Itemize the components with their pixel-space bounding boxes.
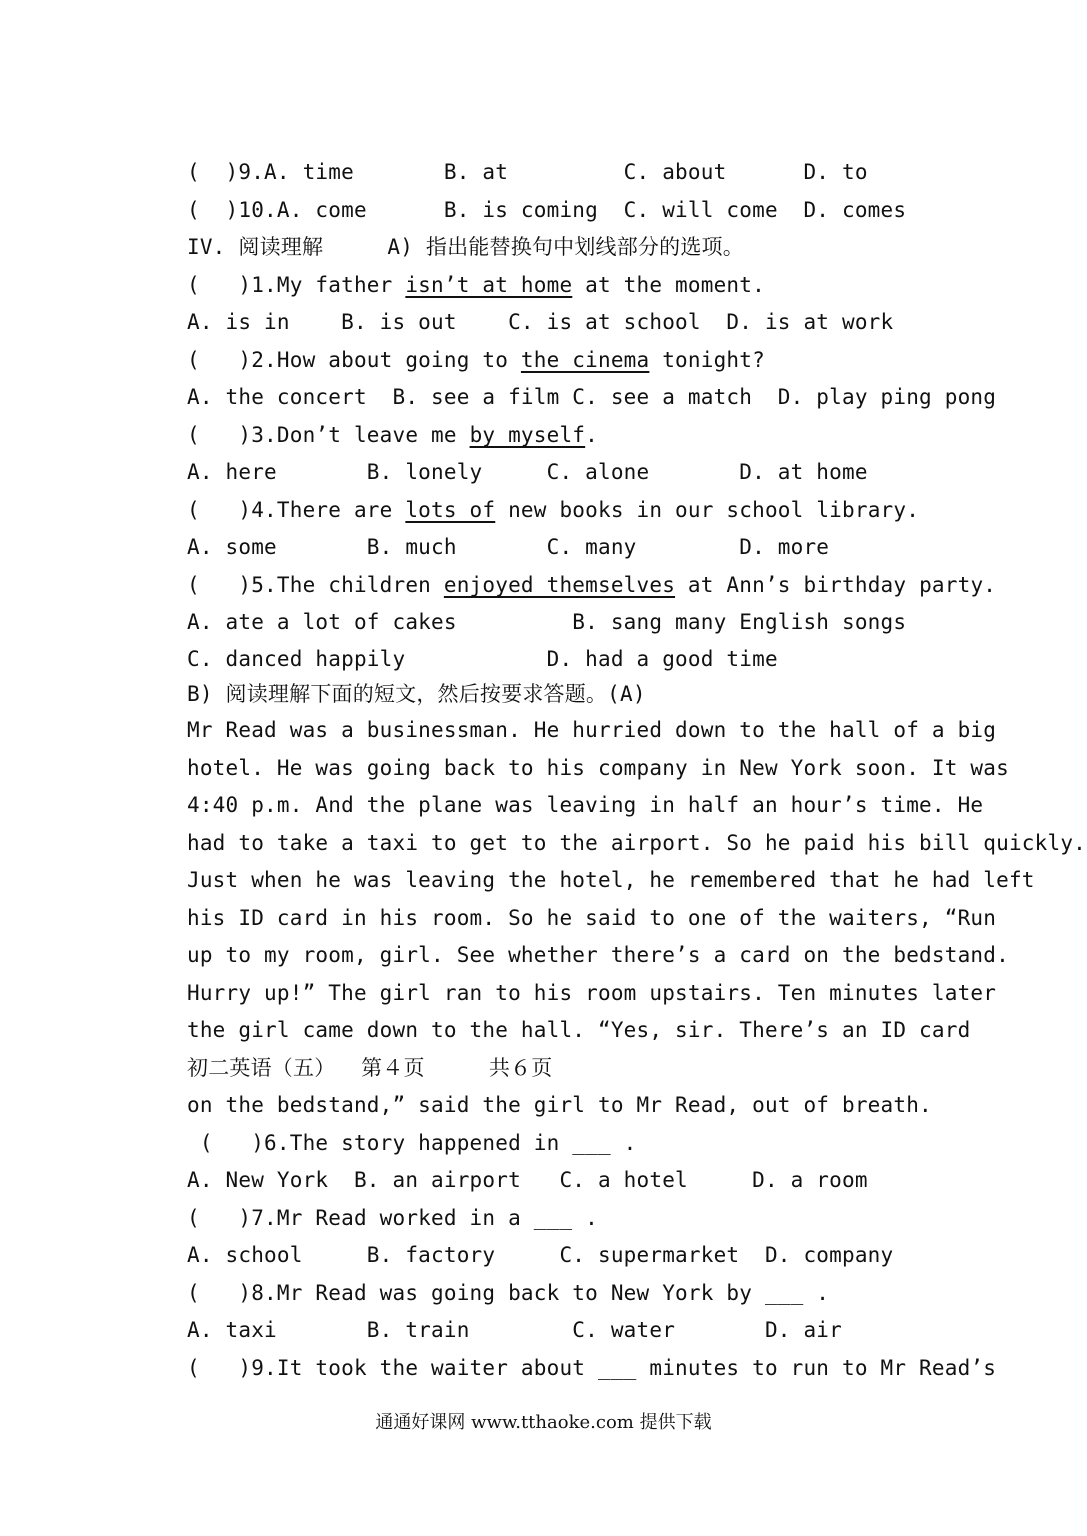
line-text: A. taxi B. train C. water D. air: [187, 1318, 842, 1342]
text-line: [187, 829, 1087, 857]
line-text: Just when he was leaving the hotel, he remembered that he had left: [187, 868, 1035, 892]
text-line: [187, 158, 917, 186]
line-text: A. here B. lonely C. alone D. at home: [187, 460, 868, 484]
line-text: C. danced happily D. had a good time: [187, 647, 778, 671]
line-text: ( )10.A. come B. is coming C. will come D. comes: [187, 198, 907, 222]
line-text: 初二英语（五） 第４页 共６页: [187, 1056, 553, 1080]
underlined-phrase: lots of: [405, 498, 496, 522]
line-text: had to take a taxi to get to the airport. So he paid his bill quickly.: [187, 831, 1087, 855]
underlined-phrase: isn’t at home: [405, 273, 573, 297]
line-text: ( )9.A. time B. at C. about D. to: [187, 160, 868, 184]
text-line: [187, 866, 1035, 894]
text-line: [187, 754, 1009, 782]
text-line: [187, 1016, 971, 1044]
line-text: new books in our school library.: [495, 498, 920, 522]
line-text: Hurry up!” The girl ran to his room upstairs. Ten minutes later: [187, 981, 997, 1005]
text-line: [187, 196, 917, 224]
text-line: [187, 308, 917, 336]
line-text: at Ann’s birthday party.: [675, 573, 997, 597]
text-line: [187, 791, 984, 819]
line-text: A. is in B. is out C. is at school D. is at work: [187, 310, 894, 334]
text-line: [187, 680, 917, 708]
line-text: the girl came down to the hall. “Yes, sir. There’s an ID card: [187, 1018, 971, 1042]
text-line: [187, 496, 920, 524]
text-line: [187, 608, 917, 636]
underlined-phrase: enjoyed themselves: [443, 573, 676, 597]
line-text: 4:40 p.m. And the plane was leaving in half an hour’s time. He: [187, 793, 984, 817]
text-line: [187, 1279, 917, 1307]
text-line: [187, 1166, 917, 1194]
text-line: [187, 1241, 917, 1269]
text-line: [187, 1091, 932, 1119]
underlined-phrase: by myself: [469, 423, 586, 447]
text-line: [187, 1354, 997, 1382]
line-text: ___: [572, 1131, 611, 1155]
line-text: on the bedstand,” said the girl to Mr Read, out of breath.: [187, 1093, 932, 1117]
line-text: ( )1.My father: [187, 273, 406, 297]
text-line: [187, 346, 917, 374]
line-text: Mr Read was a businessman. He hurried down to the hall of a big: [187, 718, 997, 742]
line-text: ( )4.There are: [187, 498, 406, 522]
text-line: [187, 904, 997, 932]
line-text: hotel. He was going back to his company in New York soon. It was: [187, 756, 1009, 780]
text-line: [187, 1316, 917, 1344]
line-text: A. New York B. an airport C. a hotel D. a room: [187, 1168, 868, 1192]
footer-source: 通通好课网 www.tthaoke.com 提供下载: [375, 1412, 712, 1433]
line-text: ( )7.Mr Read worked in a ___ .: [187, 1206, 598, 1230]
text-line: [187, 533, 917, 561]
text-line: [187, 458, 917, 486]
underlined-phrase: the cinema: [520, 348, 650, 372]
line-text: ( )3.Don’t leave me: [187, 423, 470, 447]
line-text: ( )9.It took the waiter about ___ minutes to run to Mr Read’s: [187, 1356, 997, 1380]
line-text: IV. 阅读理解 A) 指出能替换句中划线部分的选项。: [187, 235, 744, 259]
text-line: [187, 421, 917, 449]
text-line: [187, 1204, 917, 1232]
line-text: his ID card in his room. So he said to one of the waiters, “Run: [187, 906, 997, 930]
line-text: ( )5.The children: [187, 573, 444, 597]
line-text: tonight?: [649, 348, 765, 372]
line-text: B) 阅读理解下面的短文，然后按要求答题。(A): [187, 682, 646, 706]
line-text: up to my room, girl. See whether there’s a card on the bedstand.: [187, 943, 1009, 967]
line-text: A. ate a lot of cakes B. sang many English songs: [187, 610, 907, 634]
line-text: A. the concert B. see a film C. see a match D. play ping pong: [187, 385, 997, 409]
text-line: [187, 979, 997, 1007]
text-line: [187, 1129, 917, 1157]
text-line: [187, 941, 1009, 969]
line-text: .: [585, 423, 598, 447]
text-line: [187, 571, 997, 599]
text-line: [187, 1054, 917, 1082]
line-text: ( )6.The story happened in: [187, 1131, 573, 1155]
line-text: at the moment.: [572, 273, 765, 297]
line-text: ( )2.How about going to: [187, 348, 521, 372]
line-text: .: [610, 1131, 637, 1155]
text-line: [187, 645, 917, 673]
line-text: A. school B. factory C. supermarket D. company: [187, 1243, 894, 1267]
line-text: ( )8.Mr Read was going back to New York by ___ .: [187, 1281, 830, 1305]
text-line: [187, 271, 917, 299]
text-line: [187, 383, 997, 411]
text-line: [187, 233, 917, 261]
line-text: A. some B. much C. many D. more: [187, 535, 830, 559]
text-line: [187, 716, 997, 744]
